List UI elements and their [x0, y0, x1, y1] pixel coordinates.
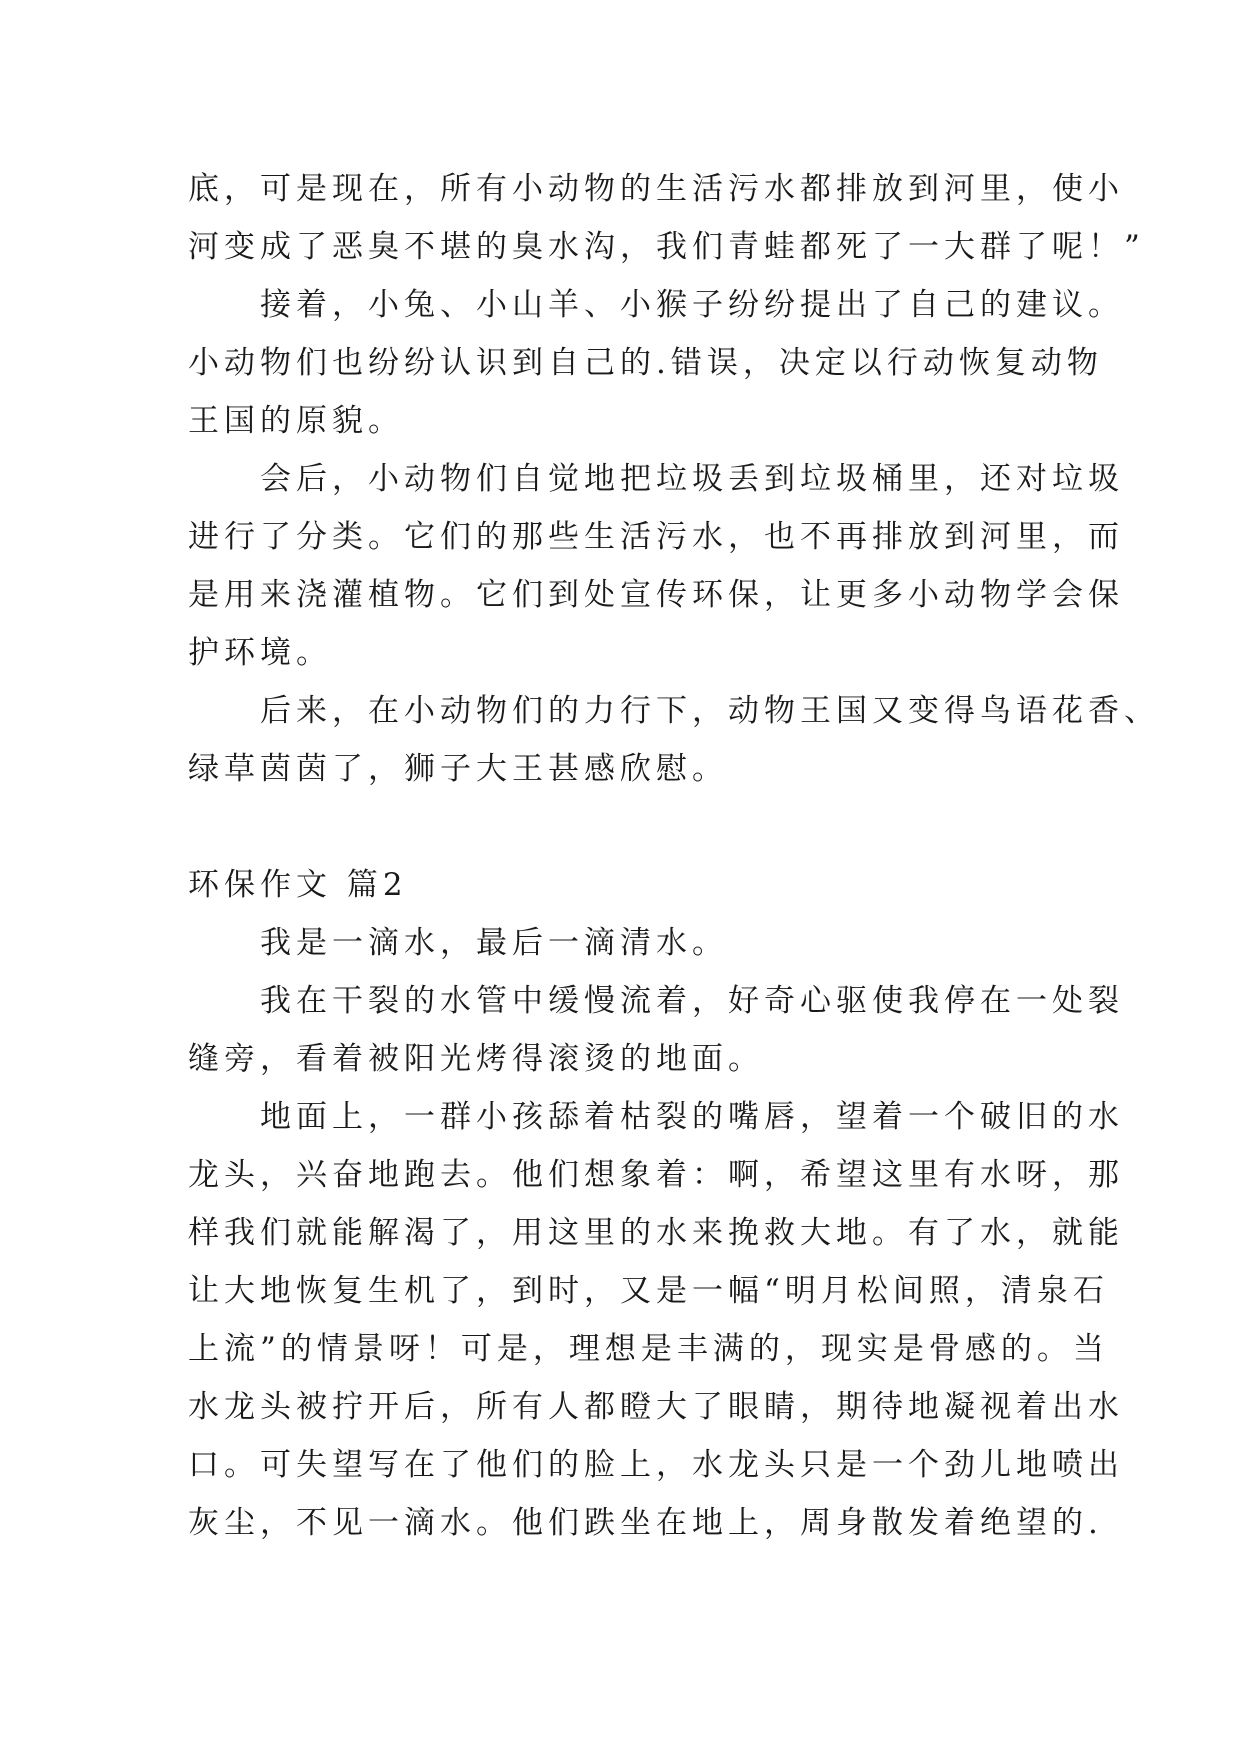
text-line: 是用来浇灌植物。它们到处宣传环保，让更多小动物学会保 [188, 577, 1124, 613]
text-line: 灰尘，不见一滴水。他们跌坐在地上，周身散发着绝望的. [188, 1505, 1103, 1541]
document-page [188, 160, 1160, 1552]
text-line: 绿草茵茵了，狮子大王甚感欣慰。 [188, 751, 728, 787]
text-line: 底，可是现在，所有小动物的生活污水都排放到河里，使小 [188, 171, 1124, 207]
text-line: 河变成了恶臭不堪的臭水沟，我们青蛙都死了一大群了呢！” [188, 229, 1145, 265]
text-line: 会后，小动物们自觉地把垃圾丢到垃圾桶里，还对垃圾 [188, 461, 1124, 497]
text-line: 进行了分类。它们的那些生活污水，也不再排放到河里，而 [188, 519, 1124, 555]
text-line: 样我们就能解渴了，用这里的水来挽救大地。有了水，就能 [188, 1215, 1124, 1251]
text-line: 缝旁，看着被阳光烤得滚烫的地面。 [188, 1041, 764, 1077]
text-line: 地面上，一群小孩舔着枯裂的嘴唇，望着一个破旧的水 [188, 1099, 1124, 1135]
text-line: 接着，小兔、小山羊、小猴子纷纷提出了自己的建议。 [188, 287, 1124, 323]
text-line: 后来，在小动物们的力行下，动物王国又变得鸟语花香、 [188, 693, 1160, 729]
section-gap [188, 798, 1058, 856]
text-line: 小动物们也纷纷认识到自己的.错误，决定以行动恢复动物 [188, 345, 1103, 381]
text-line: 让大地恢复生机了，到时，又是一幅“明月松间照，清泉石 [188, 1273, 1109, 1309]
text-line: 龙头，兴奋地跑去。他们想象着：啊，希望这里有水呀，那 [188, 1157, 1124, 1193]
text-line: 我是一滴水，最后一滴清水。 [188, 925, 728, 961]
text-line: 我在干裂的水管中缓慢流着，好奇心驱使我停在一处裂 [188, 983, 1124, 1019]
text-line: 上流”的情景呀！可是，理想是丰满的，现实是骨感的。当 [188, 1331, 1109, 1367]
text-line: 护环境。 [188, 635, 332, 671]
text-line: 口。可失望写在了他们的脸上，水龙头只是一个劲儿地喷出 [188, 1447, 1124, 1483]
section-heading: 环保作文 篇2 [188, 867, 408, 903]
text-line: 水龙头被拧开后，所有人都瞪大了眼睛，期待地凝视着出水 [188, 1389, 1124, 1425]
text-line: 王国的原貌。 [188, 403, 404, 439]
